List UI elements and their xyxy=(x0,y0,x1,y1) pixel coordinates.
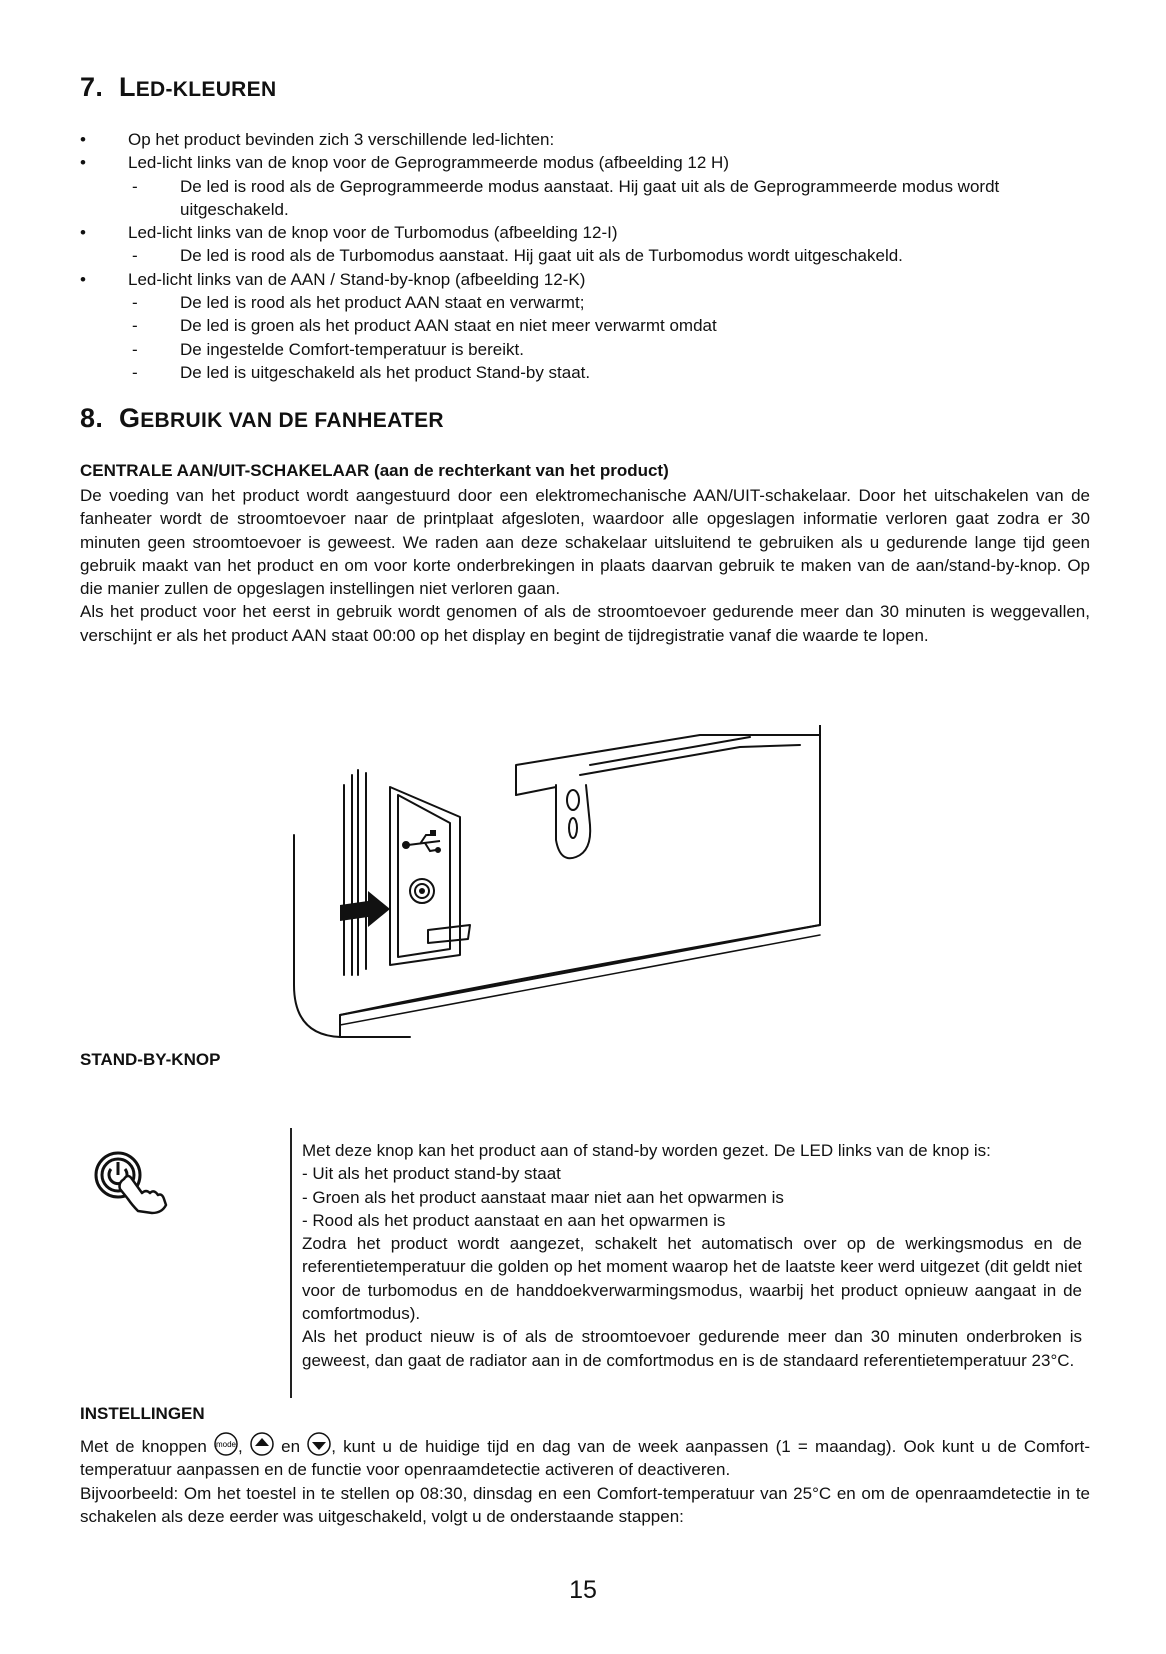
sub-item xyxy=(80,244,1090,267)
section-8-number: 8. xyxy=(80,403,104,433)
main-switch-paragraph-1: De voeding van het product wordt aangestuurd door een elektromechanische AAN/UIT-schakelaar. Door het uitschakelen van de fanheater wordt de stroomtoevoer naar de printplaat afgesloten, waardoor alle opgeslagen informatie verloren gaat zodra er 30 minuten geen stroomtoevoer is geweest. We raden aan deze schakelaar uitsluitend te gebruiken als u gedurende lange tijd geen gebruik maakt van het product en om voor korte onderbrekingen in plaats daarvan gebruik te maken van de aan/stand-by-knop. Op die manier zullen de opgeslagen instellingen niet verloren gaan. xyxy=(80,486,1090,599)
section-7-heading xyxy=(80,72,276,103)
section-7-number: 7. xyxy=(80,72,104,102)
item-text: De ingestelde Comfort-temperatuur is bereikt. xyxy=(180,339,524,359)
bullet-marker: • xyxy=(80,153,86,173)
page-number: 15 xyxy=(569,1576,597,1604)
down-button-icon xyxy=(307,1432,331,1456)
bullet-marker: • xyxy=(80,223,86,243)
bullet-item xyxy=(80,128,1090,151)
settings-text xyxy=(80,1432,1090,1528)
standby-divider xyxy=(290,1128,292,1398)
standby-line: - Groen als het product aanstaat maar niet aan het opwarmen is xyxy=(302,1187,784,1207)
item-text: De led is rood als de Turbomodus aanstaat. Hij gaat uit als de Turbomodus wordt uitgeschakeld. xyxy=(180,246,903,266)
settings-text-lead: Met de knoppen xyxy=(80,1437,207,1456)
sub-item xyxy=(80,175,1090,222)
section-7-title-rest: ED-KLEUREN xyxy=(135,78,277,101)
mode-button-label: mode xyxy=(216,1440,237,1449)
item-text: De led is groen als het product AAN staat en niet meer verwarmt omdat xyxy=(180,316,717,336)
item-text: Led-licht links van de knop voor de Geprogrammeerde modus (afbeelding 12 H) xyxy=(128,153,729,173)
dash-marker: - xyxy=(132,246,138,266)
standby-line: Als het product nieuw is of als de stroomtoevoer gedurende meer dan 30 minuten onderbroken is geweest, dan gaat de radiator aan in de comfortmodus en is de standaard referentietemperatuur 23°C. xyxy=(302,1327,1082,1370)
standby-heading: STAND-BY-KNOP xyxy=(80,1050,221,1069)
item-text: De led is uitgeschakeld als het product Stand-by staat. xyxy=(180,362,591,382)
sub-item xyxy=(80,361,1090,384)
dash-marker: - xyxy=(132,362,138,382)
settings-heading: INSTELLINGEN xyxy=(80,1404,205,1423)
item-text: De led is rood als het product AAN staat en verwarmt; xyxy=(180,293,585,313)
settings-paragraph-2: Bijvoorbeeld: Om het toestel in te stellen op 08:30, dinsdag en een Comfort-temperatuur van 25°C en om de openraamdetectie in te schakelen als deze eerder was uitgeschakeld, volgt u de onderstaande stappen: xyxy=(80,1483,1090,1526)
section-8-title-rest: EBRUIK VAN DE FANHEATER xyxy=(140,409,444,432)
dash-marker: - xyxy=(132,339,138,359)
mode-button-icon xyxy=(214,1432,238,1456)
settings-text-rest: , kunt u de huidige tijd en dag van de week aanpassen (1 = maandag). Ook kunt u de Comfort-temperatuur aanpassen en de functie voor openraamdetectie activeren of deactiveren. xyxy=(80,1437,1090,1480)
section-8-title-initial: G xyxy=(118,403,141,433)
main-switch-heading: CENTRALE AAN/UIT-SCHAKELAAR (aan de rechterkant van het product) xyxy=(80,461,669,480)
bullet-marker: • xyxy=(80,269,86,289)
section-8-heading xyxy=(80,403,444,434)
bullet-item xyxy=(80,151,1090,174)
dash-marker: - xyxy=(132,176,138,196)
item-text: De led is rood als de Geprogrammeerde modus aanstaat. Hij gaat uit als de Geprogrammeerde modus wordt uitgeschakeld. xyxy=(180,176,1000,219)
led-color-list xyxy=(80,128,1090,384)
settings-separator: , xyxy=(238,1437,243,1456)
main-switch-text xyxy=(80,484,1090,647)
main-switch-paragraph-2: Als het product voor het eerst in gebruik wordt genomen of als de stroomtoevoer gedurende meer dan 30 minuten is weggevallen, verschijnt er als het product AAN staat 00:00 op het display en begint de tijdregistratie vanaf die waarde te lopen. xyxy=(80,602,1090,645)
bullet-item xyxy=(80,221,1090,244)
bullet-marker: • xyxy=(80,130,86,149)
standby-description xyxy=(302,1139,1082,1372)
dash-marker: - xyxy=(132,293,138,313)
standby-line: - Uit als het product stand-by staat xyxy=(302,1164,561,1184)
dash-marker: - xyxy=(132,316,138,336)
sub-item xyxy=(80,338,1090,361)
settings-conjunction: en xyxy=(281,1437,301,1456)
heater-switch-illustration xyxy=(280,725,880,1090)
sub-item xyxy=(80,291,1090,314)
item-text: Led-licht links van de knop voor de Turbomodus (afbeelding 12-I) xyxy=(128,223,618,243)
up-button-icon xyxy=(250,1432,274,1456)
item-text: Led-licht links van de AAN / Stand-by-knop (afbeelding 12-K) xyxy=(128,269,586,289)
bullet-item xyxy=(80,268,1090,291)
section-7-title-initial: L xyxy=(118,72,136,102)
item-text: Op het product bevinden zich 3 verschillende led-lichten: xyxy=(128,130,555,149)
power-button-hand-icon xyxy=(84,1145,176,1215)
settings-paragraph-1 xyxy=(80,1432,1090,1482)
standby-line: - Rood als het product aanstaat en aan het opwarmen is xyxy=(302,1210,726,1230)
sub-item xyxy=(80,314,1090,337)
standby-line: Zodra het product wordt aangezet, schakelt het automatisch over op de werkingsmodus en de referentietemperatuur die golden op het moment waarop het de laatste keer werd uitgezet (dit geldt niet voor de turbomodus en de handdoekverwarmingsmodus, waarbij het product opnieuw aangaat in de comfortmodus). xyxy=(302,1234,1082,1324)
standby-line: Met deze knop kan het product aan of stand-by worden gezet. De LED links van de knop is: xyxy=(302,1141,991,1160)
